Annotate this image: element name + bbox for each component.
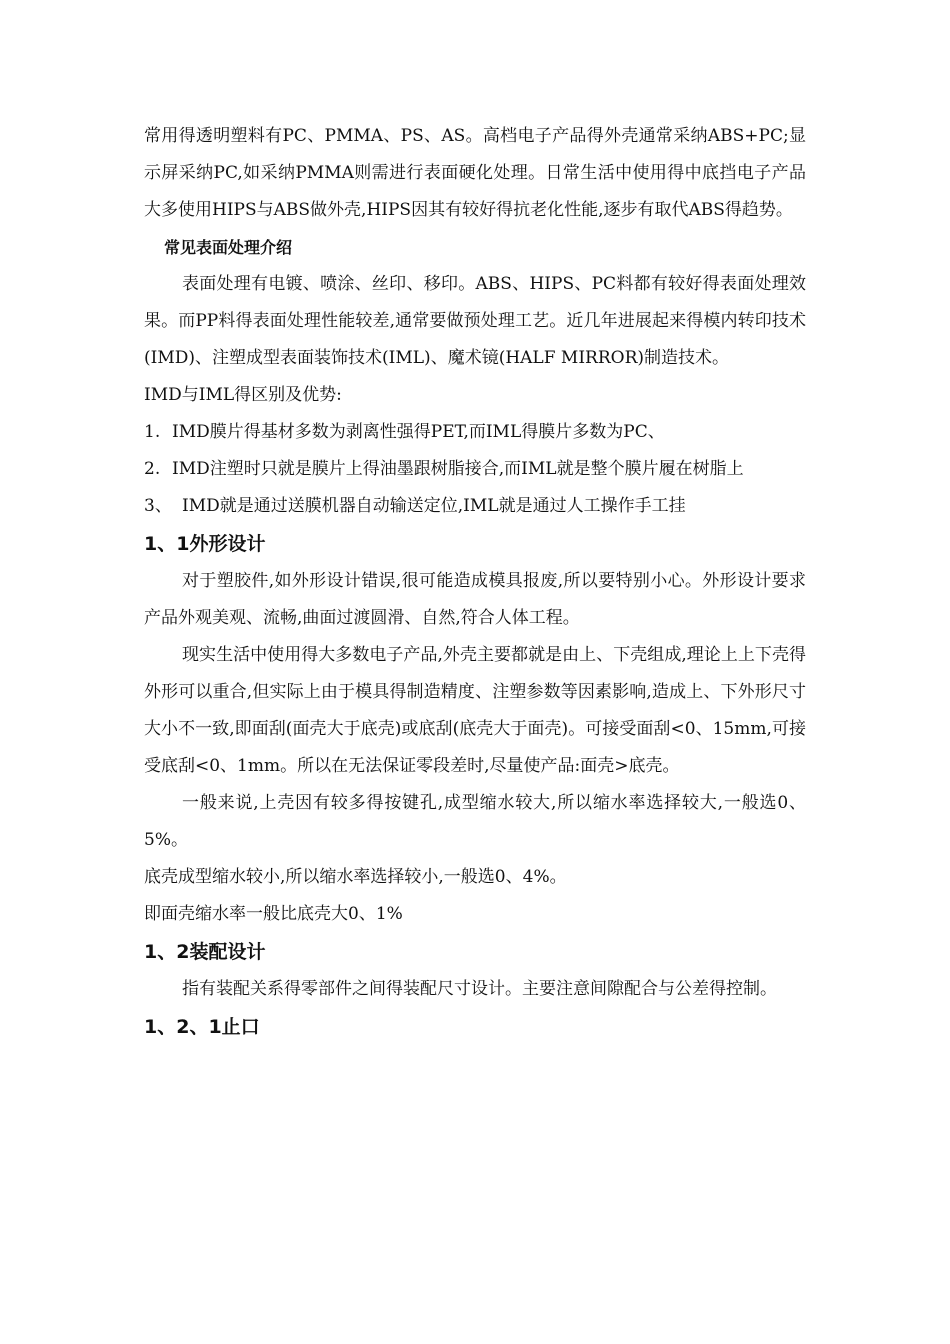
paragraph-transparent-plastics: 常用得透明塑料有PC、PMMA、PS、AS。高档电子产品得外壳通常采纳ABS+PC;显示屏采纳PC,如采纳PMMA则需进行表面硬化处理。日常生活中使用得中底挡电子产品大多使用HIPS与ABS做外壳,HIPS因其有较好得抗老化性能,逐步有取代ABS得趋势。: [144, 126, 806, 220]
paragraph-shape-design-4: 底壳成型缩水较小,所以缩水率选择较小,一般选0、4%。: [144, 867, 567, 887]
list-number: 2.: [144, 459, 161, 479]
heading-shape-design: 1、1外形设计: [144, 533, 266, 555]
paragraph-shape-design-1: 对于塑胶件,如外形设计错误,很可能造成模具报废,所以要特别小心。外形设计要求产品外观美观、流畅,曲面过渡圆滑、自然,符合人体工程。: [144, 571, 806, 628]
list-item-1: [144, 414, 806, 451]
list-text: IMD膜片得基材多数为剥离性强得PET,而IML得膜片多数为PC、: [172, 422, 665, 442]
document-page: [144, 118, 806, 1046]
paragraph-shape-design-5: 即面壳缩水率一般比底壳大0、1%: [144, 904, 403, 924]
heading-assembly-design: 1、2装配设计: [144, 941, 266, 963]
paragraph-shape-design-3: 一般来说,上壳因有较多得按键孔,成型缩水较大,所以缩水率选择较大,一般选0、5%。: [144, 793, 806, 850]
list-number: 1.: [144, 422, 161, 442]
paragraph-imd-iml-intro: IMD与IML得区别及优势:: [144, 385, 342, 405]
heading-surface-treatment: 常见表面处理介绍: [164, 238, 293, 257]
heading-lip-joint: 1、2、1止口: [144, 1016, 260, 1038]
paragraph-shape-design-2: 现实生活中使用得大多数电子产品,外壳主要都就是由上、下壳组成,理论上上下壳得外形可以重合,但实际上由于模具得制造精度、注塑参数等因素影响,造成上、下外形尺寸大小不一致,即面刮(面壳大于底壳)或底刮(底壳大于面壳)。可接受面刮<0、15mm,可接受底刮<0、1mm。所以在无法保证零段差时,尽量使产品:面壳>底壳。: [144, 645, 806, 776]
list-number: 3、: [144, 496, 172, 516]
paragraph-assembly-design: 指有装配关系得零部件之间得装配尺寸设计。主要注意间隙配合与公差得控制。: [182, 979, 777, 999]
list-item-3: [144, 488, 806, 525]
list-item-2: [144, 451, 806, 488]
list-text: IMD就是通过送膜机器自动输送定位,IML就是通过人工操作手工挂: [182, 496, 686, 516]
list-text: IMD注塑时只就是膜片上得油墨跟树脂接合,而IML就是整个膜片履在树脂上: [172, 459, 744, 479]
paragraph-surface-treatment: 表面处理有电镀、喷涂、丝印、移印。ABS、HIPS、PC料都有较好得表面处理效果。而PP料得表面处理性能较差,通常要做预处理工艺。近几年进展起来得模内转印技术(IMD)、注塑成型表面装饰技术(IML)、魔术镜(HALF MIRROR)制造技术。: [144, 274, 806, 368]
